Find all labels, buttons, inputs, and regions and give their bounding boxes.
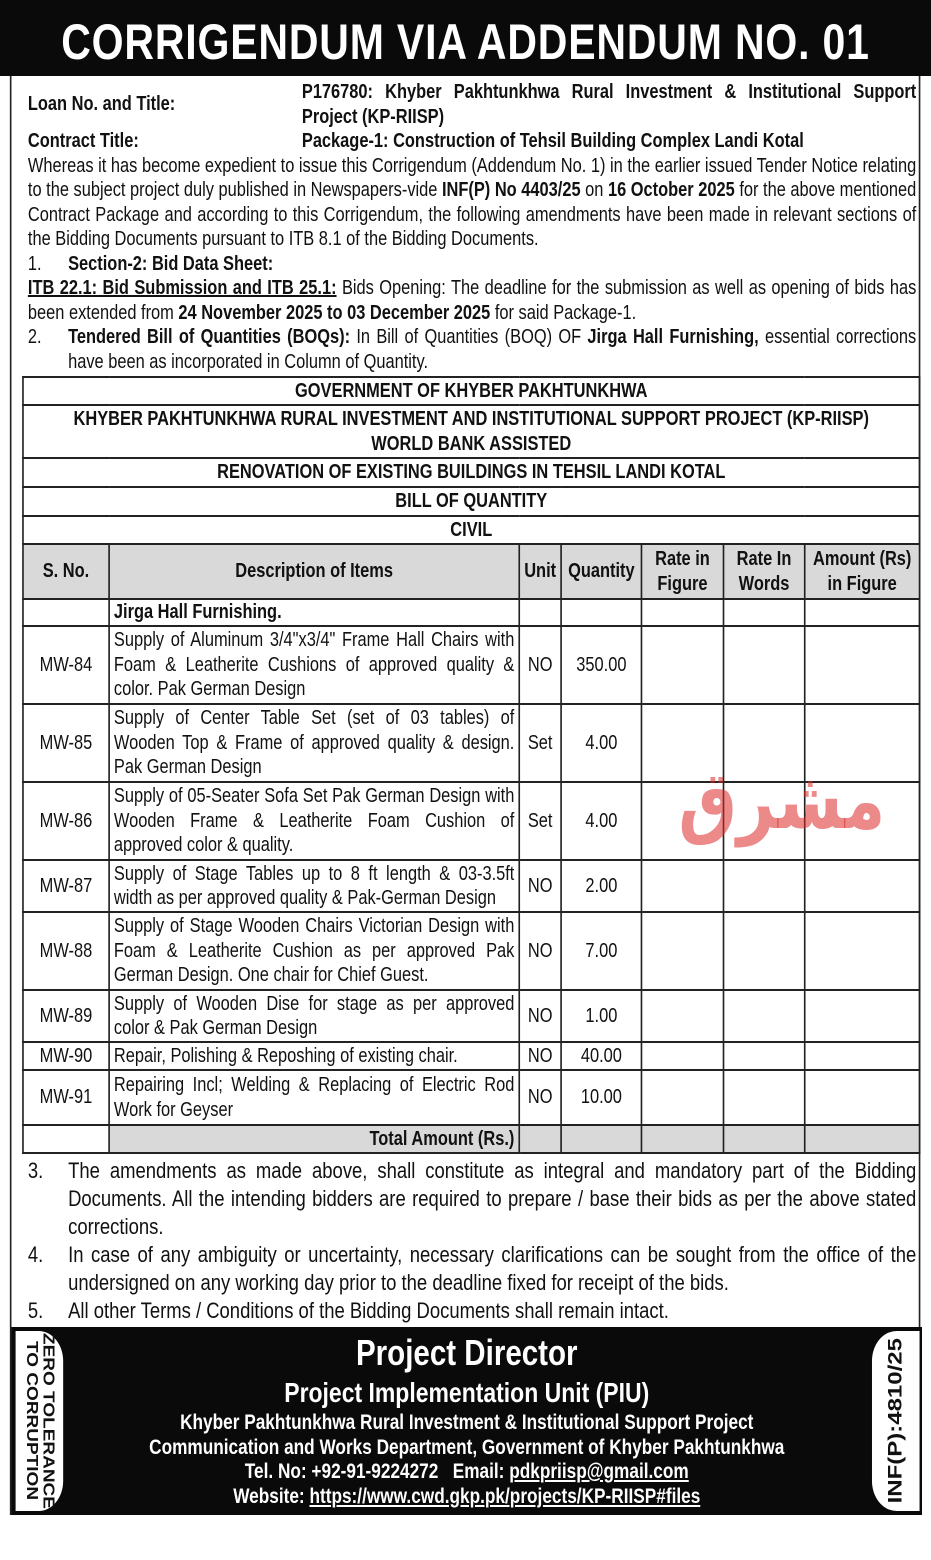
boq-table bbox=[22, 376, 920, 1154]
cell-amount bbox=[805, 1070, 920, 1125]
cell-amount bbox=[805, 626, 920, 704]
cell-unit: NO bbox=[519, 912, 561, 990]
cell-description: Supply of Aluminum 3/4"x3/4" Frame Hall Chairs with Foam & Leatherite Cushions of approved quality & color. Pak German Design bbox=[109, 626, 519, 704]
loan-value: P176780: Khyber Pakhtunkhwa Rural Investment & Institutional Support Project (KP-RIISP) bbox=[301, 81, 917, 128]
cell-quantity: 10.00 bbox=[561, 1070, 642, 1125]
cell-quantity: 4.00 bbox=[561, 704, 642, 782]
cell-amount bbox=[805, 704, 920, 782]
item-4 bbox=[28, 1241, 916, 1297]
cell-description: Supply of Center Table Set (set of 03 tables) of Wooden Top & Frame of approved quality & design. Pak German Design bbox=[109, 704, 519, 782]
contract-value: Package-1: Construction of Tehsil Building Complex Landi Kotal bbox=[301, 130, 804, 152]
col-description: Description of Items bbox=[109, 544, 519, 599]
closing-items bbox=[28, 1157, 916, 1325]
table-header-civil: CIVIL bbox=[23, 516, 920, 544]
group-label: Jirga Hall Furnishing. bbox=[109, 599, 519, 626]
cell-rate-figure bbox=[642, 1042, 724, 1070]
contact-line bbox=[73, 1460, 860, 1485]
notice-body bbox=[28, 80, 916, 374]
cell-rate-figure bbox=[642, 782, 724, 860]
cell-description: Supply of 05-Seater Sofa Set Pak German Design with Wooden Frame & Leatherite Foam Cushion of approved color & quality. bbox=[109, 782, 519, 860]
cell-rate-figure bbox=[642, 860, 724, 912]
intro-text: for the above mentioned Contract Package and according to this Corrigendum, the following amendments have been made in relevant sections of the Bidding Documents pursuant to ITB 8.1 of the Bidding Documents. bbox=[27, 179, 917, 250]
loan-label: Loan No. and Title: bbox=[27, 93, 176, 116]
cell-unit: NO bbox=[519, 860, 561, 912]
cell-unit: NO bbox=[519, 1042, 561, 1070]
footer-contact bbox=[11, 1327, 922, 1515]
cell-rate-figure bbox=[642, 626, 724, 704]
table-row bbox=[23, 990, 920, 1042]
publish-date: 16 October 2025 bbox=[607, 179, 735, 201]
table-header-boq: BILL OF QUANTITY bbox=[23, 487, 920, 516]
cell-rate-figure bbox=[642, 990, 724, 1042]
telephone: Tel. No: +92-91-9224272 bbox=[244, 1460, 439, 1483]
cell-sno: MW-86 bbox=[23, 782, 109, 860]
newspaper-watermark: مشرق bbox=[678, 754, 886, 847]
signatory-title: Project Director bbox=[355, 1332, 578, 1373]
cell-amount bbox=[805, 1042, 920, 1070]
itb-label: ITB 22.1: Bid Submission and ITB 25.1: bbox=[27, 277, 337, 299]
deadline-dates: 24 November 2025 to 03 December 2025 bbox=[178, 301, 491, 324]
intro-paragraph bbox=[28, 154, 916, 252]
table-header-renovation: RENOVATION OF EXISTING BUILDINGS IN TEHSIL LANDI KOTAL bbox=[23, 458, 920, 487]
section-2 bbox=[28, 325, 916, 374]
cell-rate-figure bbox=[642, 1070, 724, 1125]
loan-row bbox=[28, 80, 916, 129]
section-heading: Tendered Bill of Quantities (BOQs): bbox=[68, 326, 351, 348]
col-unit: Unit bbox=[519, 544, 561, 599]
section-heading: Section-2: Bid Data Sheet: bbox=[68, 252, 274, 275]
cell-unit: Set bbox=[519, 704, 561, 782]
cell-rate-words bbox=[723, 704, 805, 782]
contract-label: Contract Title: bbox=[27, 130, 139, 152]
cell-rate-words bbox=[723, 860, 805, 912]
item-3 bbox=[28, 1157, 916, 1241]
cell-sno: MW-85 bbox=[23, 704, 109, 782]
cell-quantity: 350.00 bbox=[561, 626, 642, 704]
cell-sno: MW-84 bbox=[23, 626, 109, 704]
table-row bbox=[23, 626, 920, 704]
cell-sno: MW-89 bbox=[23, 990, 109, 1042]
contract-row bbox=[28, 129, 916, 154]
cell-unit: Set bbox=[519, 782, 561, 860]
section-text: In Bill of Quantities (BOQ) OF bbox=[350, 326, 588, 348]
cell-amount bbox=[805, 860, 920, 912]
cell-quantity: 2.00 bbox=[561, 860, 642, 912]
cell-unit: NO bbox=[519, 626, 561, 704]
cell-rate-words bbox=[723, 626, 805, 704]
inf-number: INF(P):4810/25 bbox=[884, 1338, 907, 1504]
item-5 bbox=[28, 1297, 916, 1325]
section-number: 1. bbox=[27, 252, 42, 275]
table-header-govt: GOVERNMENT OF KHYBER PAKHTUNKHWA bbox=[23, 377, 920, 405]
world-bank: WORLD BANK ASSISTED bbox=[371, 432, 572, 455]
cell-rate-words bbox=[723, 990, 805, 1042]
itb-paragraph bbox=[28, 276, 916, 325]
section-number: 2. bbox=[27, 326, 42, 348]
section-text: essential corrections have been as incorporated in Column of Quantity. bbox=[68, 326, 917, 373]
page-frame bbox=[10, 76, 921, 1515]
section-1 bbox=[28, 252, 916, 277]
cell-rate-figure bbox=[642, 912, 724, 990]
itb-text: Bids Opening: The deadline for the submission as well as opening of bids has been extended from bbox=[27, 277, 917, 324]
website-link[interactable]: https://www.cwd.gkp.pk/projects/KP-RIISP#files bbox=[309, 1484, 701, 1508]
boq-wrapper bbox=[22, 376, 920, 1154]
cell-sno: MW-87 bbox=[23, 860, 109, 912]
cell-quantity: 4.00 bbox=[561, 782, 642, 860]
cell-description: Supply of Stage Wooden Chairs Victorian Design with Foam & Leatherite Cushion as per approved Pak German Design. One chair for Chief Guest. bbox=[109, 912, 519, 990]
cell-rate-figure bbox=[642, 704, 724, 782]
cell-sno: MW-90 bbox=[23, 1042, 109, 1070]
to-corruption-text: TO CORRUPTION bbox=[22, 1341, 41, 1501]
item-number: 5. bbox=[27, 1298, 44, 1323]
itb-text: for said Package-1. bbox=[490, 301, 637, 324]
table-row bbox=[23, 1042, 920, 1070]
col-sno: S. No. bbox=[23, 544, 109, 599]
email-label: Email: bbox=[452, 1460, 510, 1483]
intro-text: Whereas it has become expedient to issue this Corrigendum (Addendum No. 1) in the earlier issued Tender Notice relating to the subject project duly published in Newspapers-vide bbox=[27, 154, 917, 201]
cell-description: Supply of Wooden Dise for stage as per approved color & Pak German Design bbox=[109, 990, 519, 1042]
website-label: Website: bbox=[233, 1484, 310, 1508]
zero-tolerance-text: ZERO TOLERANCE bbox=[39, 1333, 57, 1509]
table-row bbox=[23, 1070, 920, 1125]
table-row bbox=[23, 704, 920, 782]
inf-panel bbox=[872, 1331, 920, 1511]
total-label: Total Amount (Rs.) bbox=[109, 1125, 519, 1153]
group-row bbox=[23, 599, 920, 626]
cell-quantity: 1.00 bbox=[561, 990, 642, 1042]
department-line: Communication and Works Department, Government of Khyber Pakhtunkhwa bbox=[149, 1435, 785, 1459]
cell-description: Supply of Stage Tables up to 8 ft length & 03-3.5ft width as per approved quality & Pak-German Design bbox=[109, 860, 519, 912]
cell-rate-words bbox=[723, 1070, 805, 1125]
section-bold: Jirga Hall Furnishing, bbox=[587, 326, 759, 348]
cell-sno: MW-91 bbox=[23, 1070, 109, 1125]
item-text: The amendments as made above, shall constitute as integral and mandatory part of the Bidding Documents. All the intending bidders are required to prepare / base their bids as per the above stated corrections. bbox=[68, 1158, 917, 1239]
cell-sno: MW-88 bbox=[23, 912, 109, 990]
cell-description: Repair, Polishing & Reposhing of existing chair. bbox=[109, 1042, 519, 1070]
cell-quantity: 7.00 bbox=[561, 912, 642, 990]
col-quantity: Quantity bbox=[561, 544, 642, 599]
cell-amount bbox=[805, 912, 920, 990]
cell-amount bbox=[805, 990, 920, 1042]
page-content bbox=[22, 80, 920, 1515]
zero-tolerance-panel bbox=[16, 1331, 64, 1511]
cell-amount bbox=[805, 782, 920, 860]
cell-unit: NO bbox=[519, 990, 561, 1042]
signatory-unit: Project Implementation Unit (PIU) bbox=[284, 1377, 650, 1408]
item-number: 4. bbox=[27, 1242, 44, 1267]
website-line bbox=[73, 1485, 860, 1510]
col-amount: Amount (Rs) in Figure bbox=[805, 544, 920, 599]
table-header-project bbox=[23, 405, 920, 458]
page-title: CORRIGENDUM VIA ADDENDUM NO. 01 bbox=[0, 0, 931, 76]
col-rate-words: Rate In Words bbox=[723, 544, 805, 599]
total-row bbox=[23, 1125, 920, 1153]
col-rate-figure: Rate in Figure bbox=[642, 544, 724, 599]
cell-rate-words bbox=[723, 782, 805, 860]
project-name: KHYBER PAKHTUNKHWA RURAL INVESTMENT AND INSTITUTIONAL SUPPORT PROJECT (KP-RIISP) bbox=[73, 408, 869, 430]
email-link[interactable]: pdkpriisp@gmail.com bbox=[509, 1460, 689, 1483]
project-line: Khyber Pakhtunkhwa Rural Investment & Institutional Support Project bbox=[180, 1411, 754, 1434]
cell-quantity: 40.00 bbox=[561, 1042, 642, 1070]
cell-unit: NO bbox=[519, 1070, 561, 1125]
table-row bbox=[23, 860, 920, 912]
table-row bbox=[23, 782, 920, 860]
inf-number: INF(P) No 4403/25 bbox=[441, 179, 581, 201]
cell-rate-words bbox=[723, 1042, 805, 1070]
item-number: 3. bbox=[27, 1158, 44, 1183]
cell-description: Repairing Incl; Welding & Replacing of Electric Rod Work for Geyser bbox=[109, 1070, 519, 1125]
item-text: All other Terms / Conditions of the Bidding Documents shall remain intact. bbox=[68, 1298, 669, 1323]
item-text: In case of any ambiguity or uncertainty, necessary clarifications can be sought from the office of the undersigned on any working day prior to the deadline fixed for receipt of the bids. bbox=[68, 1242, 917, 1295]
intro-text: on bbox=[580, 179, 608, 201]
cell-rate-words bbox=[723, 912, 805, 990]
table-row bbox=[23, 912, 920, 990]
